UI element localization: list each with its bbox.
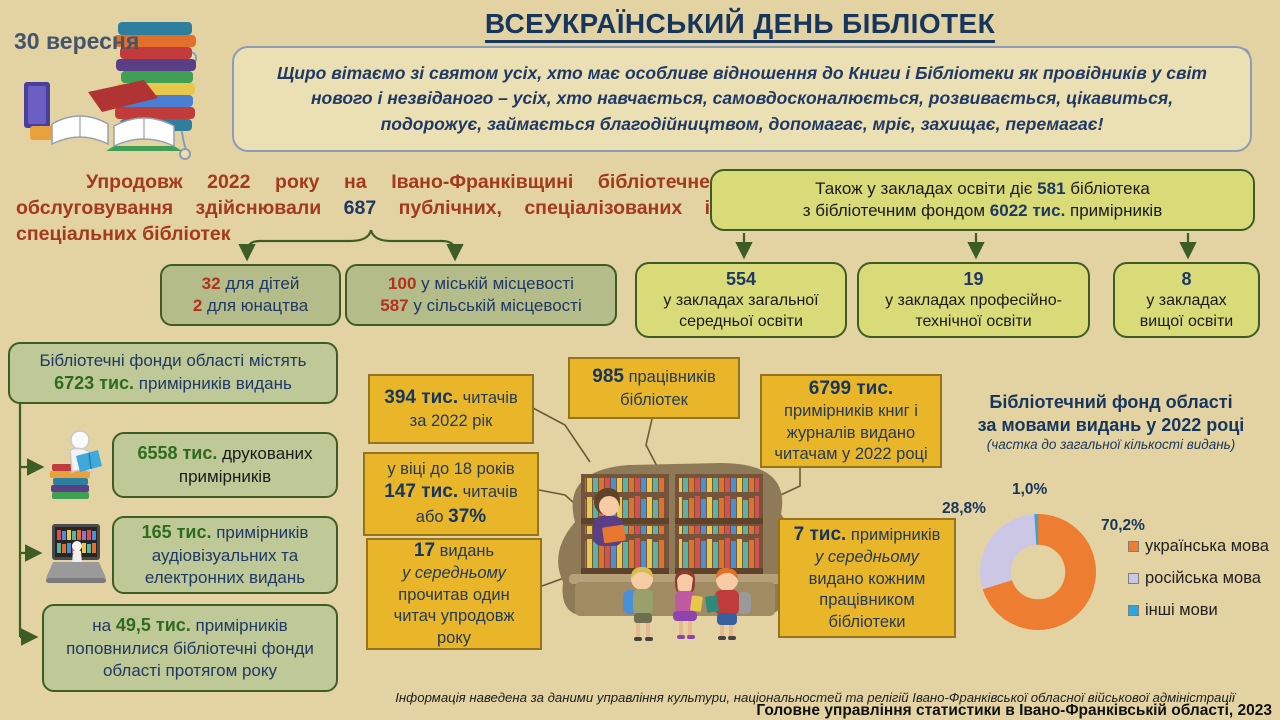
funds-total-count: 6723 тис. bbox=[54, 373, 135, 394]
greeting-scroll bbox=[232, 46, 1252, 152]
staff-count: 985 bbox=[592, 365, 624, 387]
funds-printed-count: 6558 тис. bbox=[137, 443, 218, 464]
staff-box: 985 працівників бібліотек bbox=[568, 357, 740, 419]
source-note: Інформація наведена за даними управління культури, національностей та релігій Івано-Франківської обласної військової адміністрації bbox=[395, 690, 1235, 705]
education-header-box bbox=[710, 169, 1255, 231]
funds-audio-box: 165 тис. примірників аудіовізуальних та електронних видань bbox=[112, 516, 338, 594]
education-header-line1: Також у закладах освіти діє 581 бібліотека bbox=[815, 178, 1150, 198]
per-worker-count: 7 тис. bbox=[793, 523, 847, 545]
funds-total-box: Бібліотечні фонди області містять 6723 тис. примірників видань bbox=[8, 342, 338, 404]
per-worker-box: 7 тис. примірників у середньому видано кожним працівником бібліотеки bbox=[778, 518, 956, 638]
publisher-note: Головне управління статистики в Івано-Франківській області, 2023 bbox=[756, 702, 1272, 719]
open-book-left bbox=[52, 116, 108, 144]
chart-legend bbox=[1128, 537, 1269, 633]
issued-count: 6799 тис. bbox=[808, 377, 894, 399]
funds-added-count: 49,5 тис. bbox=[115, 615, 191, 636]
secondary-education-box: 554 у закладах загальної середньої освіти bbox=[635, 262, 847, 338]
chart-subtitle: (частка до загальної кількості видань) bbox=[986, 437, 1236, 452]
higher-count: 8 bbox=[1181, 268, 1192, 289]
readers-under18-box: у віці до 18 років 147 тис. читачів або 37% bbox=[363, 452, 539, 536]
chart-title: Бібліотечний фонд області за мовами видань у 2022 році (частка до загальної кількості видань) bbox=[950, 391, 1272, 452]
rural-line: 587 у сільській місцевості bbox=[380, 296, 582, 315]
avg-read-box: 17 видань у середньому прочитав один читач упродовж року bbox=[366, 538, 542, 650]
funds-added-box: на 49,5 тис. примірників поповнилися бібліотечні фонди області протягом року bbox=[42, 604, 338, 692]
education-header-line2: з бібліотечним фондом 6022 тис. примірників bbox=[802, 201, 1163, 220]
readers-under18-count: 147 тис. bbox=[384, 481, 459, 503]
bookshelf-right bbox=[675, 474, 763, 574]
greeting-text: Щиро вітаємо зі святом усіх, хто має особливе відношення до Книги і Бібліотеки як провідників у світ нового і незвіданого – усіх, хто навчається, самовдосконалюється, розвивається, цікавиться, подорожує, займається благодійництвом, допомагає, мріє, захищає, перемагає! bbox=[277, 62, 1207, 134]
reader-on-books-illustration bbox=[46, 428, 110, 500]
funds-total-line2: 6723 тис. примірників видань bbox=[54, 373, 292, 394]
date-label: 30 вересня bbox=[14, 28, 140, 54]
youth-line: 2 для юнацтва bbox=[192, 296, 309, 315]
legend-item-russian: російська мова bbox=[1128, 569, 1269, 588]
page-title: ВСЕУКРАЇНСЬКИЙ ДЕНЬ БІБЛІОТЕК bbox=[230, 8, 1250, 40]
libraries-total-count: 687 bbox=[343, 196, 377, 219]
laptop-illustration bbox=[44, 524, 108, 586]
issued-box: 6799 тис. примірників книг і журналів видано читачам у 2022 році bbox=[760, 374, 942, 468]
intro-pre: Упродовж 2022 року на Івано-Франківщині бібліотечне обслуговування здійснювали bbox=[16, 171, 710, 219]
readers-under18-percent: 37% bbox=[448, 505, 487, 527]
urban-rural-box bbox=[345, 264, 617, 326]
intro-post: публічних, спеціалізованих і спеціальних бібліотек bbox=[16, 196, 710, 245]
legend-swatch-ukrainian bbox=[1128, 541, 1139, 552]
vocational-education-box: 19 у закладах професійно- технічної освіти bbox=[857, 262, 1090, 338]
donut-slice bbox=[980, 514, 1036, 589]
urban-line: 100 у міській місцевості bbox=[388, 273, 574, 293]
legend-item-ukrainian: українська мова bbox=[1128, 537, 1269, 556]
intro-paragraph bbox=[16, 170, 710, 248]
library-scene-illustration bbox=[545, 450, 800, 660]
language-donut-chart bbox=[978, 512, 1098, 632]
readers-count: 394 тис. bbox=[384, 386, 459, 408]
pct-other-languages: 1,0% bbox=[1012, 481, 1048, 498]
legend-swatch-other bbox=[1128, 605, 1139, 616]
funds-printed-box: 6558 тис. друкованих примірників bbox=[112, 432, 338, 498]
legend-swatch-russian bbox=[1128, 573, 1139, 584]
funds-tree bbox=[20, 404, 40, 637]
legend-item-other: інші мови bbox=[1128, 601, 1269, 620]
funds-audio-count: 165 тис. bbox=[141, 522, 212, 543]
readers-2022-box: 394 тис. читачів за 2022 рік bbox=[368, 374, 534, 444]
education-arrows bbox=[744, 233, 1188, 255]
secondary-count: 554 bbox=[725, 268, 757, 289]
education-fund-count: 6022 тис. bbox=[989, 201, 1066, 220]
pct-russian: 28,8% bbox=[942, 500, 986, 517]
avg-read-count: 17 bbox=[413, 539, 436, 561]
vocational-count: 19 bbox=[963, 268, 984, 289]
children-line: 32 для дітей bbox=[201, 273, 300, 293]
children-youth-box bbox=[160, 264, 341, 326]
pct-ukrainian: 70,2% bbox=[1101, 517, 1145, 534]
higher-education-box: 8 у закладах вищої освіти bbox=[1113, 262, 1260, 338]
education-libraries-count: 581 bbox=[1037, 178, 1066, 198]
